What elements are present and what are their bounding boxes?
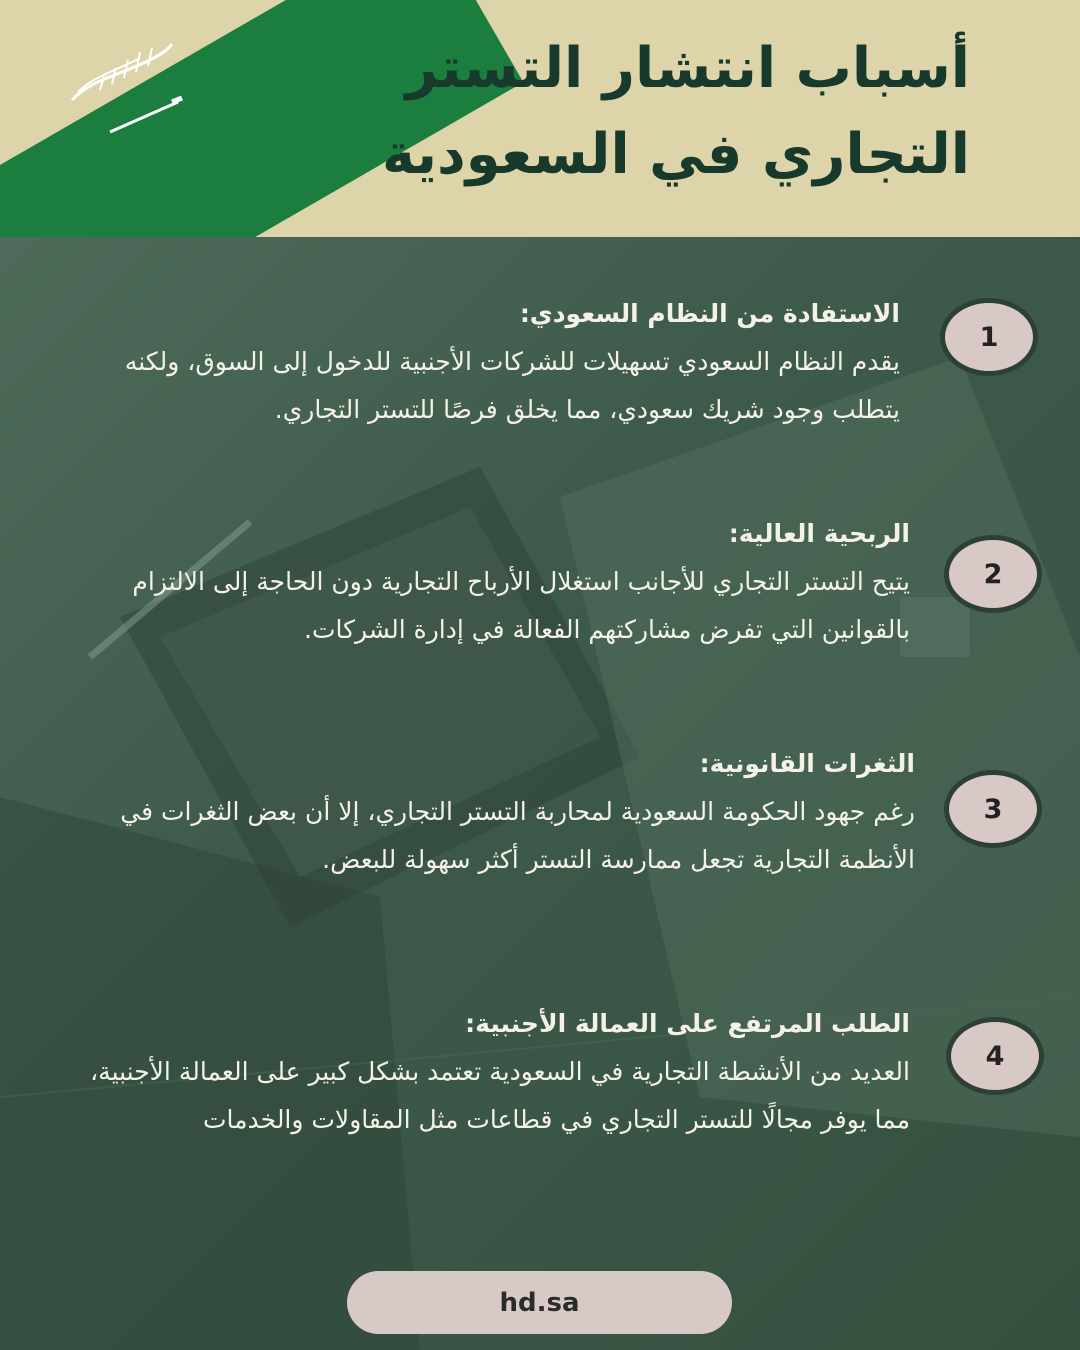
website-label: hd.sa — [499, 1287, 580, 1318]
item-number-badge: 3 — [944, 770, 1042, 848]
item-heading: الاستفادة من النظام السعودي: — [519, 299, 900, 328]
item-heading: الطلب المرتفع على العمالة الأجنبية: — [465, 1009, 910, 1038]
item-number-badge: 2 — [944, 535, 1042, 613]
saudi-flag-emblem-icon — [60, 30, 190, 140]
item-number-badge: 4 — [946, 1017, 1044, 1095]
item-text — [60, 1000, 910, 1144]
title-line-2: التجاري في السعودية — [382, 122, 970, 187]
item-heading: الربحية العالية: — [728, 519, 910, 548]
item-body: يتيح التستر التجاري للأجانب استغلال الأرباح التجارية دون الحاجة إلى الالتزام بالقوانين التي تفرض مشاركتهم الفعالة في إدارة الشركات. — [132, 567, 910, 644]
website-link[interactable] — [347, 1271, 732, 1334]
item-body: رغم جهود الحكومة السعودية لمحاربة التستر التجاري، إلا أن بعض الثغرات في الأنظمة التجارية تجعل ممارسة التستر أكثر سهولة للبعض. — [120, 797, 915, 874]
item-body: يقدم النظام السعودي تسهيلات للشركات الأجنبية للدخول إلى السوق، ولكنه يتطلب وجود شريك سعودي، مما يخلق فرصًا للتستر التجاري. — [124, 347, 900, 424]
item-heading: الثغرات القانونية: — [699, 749, 915, 778]
item-number-badge: 1 — [940, 298, 1038, 376]
title-line-1: أسباب انتشار التستر — [405, 36, 970, 101]
item-text — [60, 510, 910, 654]
item-text — [55, 740, 915, 884]
header-banner — [0, 0, 1080, 237]
page-title — [270, 26, 970, 198]
item-text — [70, 290, 900, 434]
item-body: العديد من الأنشطة التجارية في السعودية تعتمد بشكل كبير على العمالة الأجنبية، مما يوفر مجالًا للتستر التجاري في قطاعات مثل المقاولات والخدمات — [90, 1057, 910, 1134]
